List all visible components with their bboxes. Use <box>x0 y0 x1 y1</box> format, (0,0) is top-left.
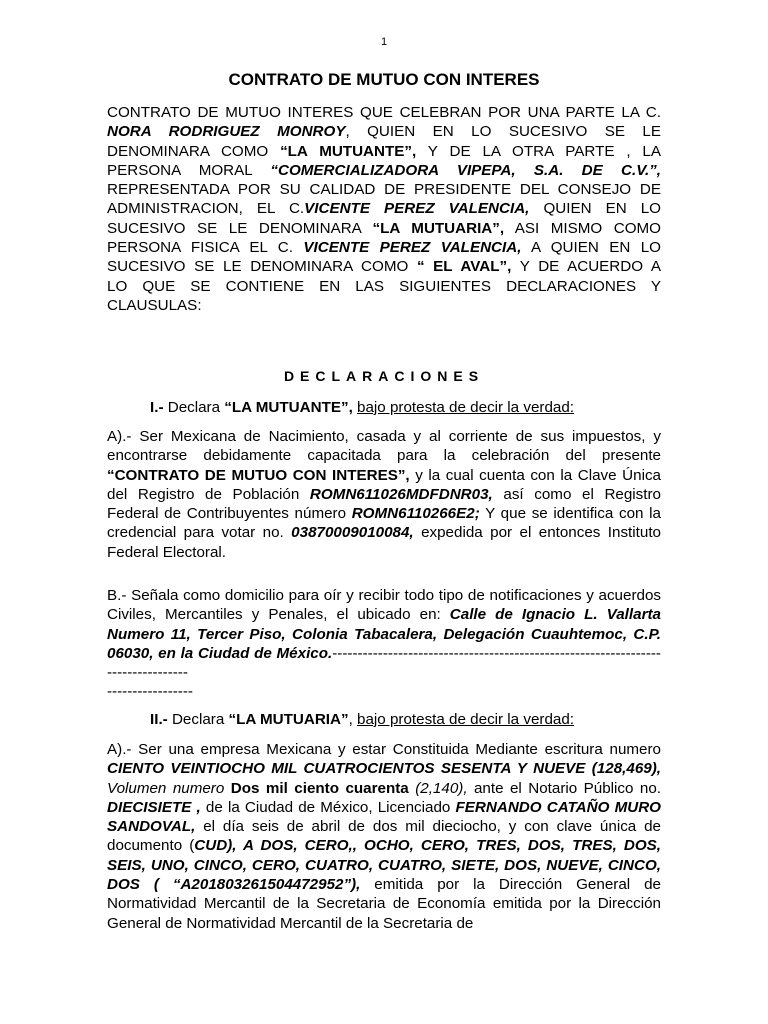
paragraph-text: ante el Notario Público no. <box>467 779 662 797</box>
intro-text: QUIEN EN LO SUCESIVO SE LE DENOMINARA <box>107 200 661 237</box>
paragraph-text: Y que se identifica con la credencial para votar no. <box>107 505 661 542</box>
paragraph-text: de la Ciudad de México, Licenciado <box>200 798 456 816</box>
notario-value: DIECISIETE , <box>107 798 201 816</box>
cud-value: CUD), A DOS, CERO,, OCHO, CERO, TRES, DOS, TRES, DOS, SEIS, UNO, CINCO, CERO, CUATRO, CUATRO, SIETE, DOS, NUEVE, CINCO, DOS ( “A201803261504472952”), <box>107 837 661 894</box>
representative-name: VICENTE PEREZ VALENCIA, <box>304 200 530 218</box>
paragraph-text: B.- Señala como domicilio para oír y recibir todo tipo de notificaciones y acuerdos Civiles, Mercantiles y Penales, el ubicado en: <box>107 587 661 624</box>
document-title: CONTRATO DE MUTUO CON INTERES <box>228 70 540 89</box>
intro-text: Y DE LA OTRA PARTE , LA PERSONA MORAL <box>107 142 661 179</box>
paragraph-text: A).- Ser una empresa Mexicana y estar Constituida Mediante escritura numero <box>107 741 661 758</box>
mutuaria-label: “LA MUTUARIA”, <box>372 219 505 237</box>
ine-value: 03870009010084, <box>291 524 414 542</box>
paragraph-text: y la cual cuenta con la Clave Única del Registro de Población <box>107 466 661 503</box>
paragraph-text: A).- Ser Mexicana de Nacimiento, casada y al corriente de sus impuestos, y encontrarse debidamente capacitada para la celebración del presente <box>107 428 661 465</box>
address-value: Calle de Ignacio L. Vallarta Numero 11, Tercer Piso, Colonia Tabacalera, Delegación Cuauhtemoc, C.P. 06030, en la Ciudad de México. <box>107 606 661 662</box>
paragraph-text: el día seis de abril de dos mil dieciocho, y con clave única de documento ( <box>107 818 661 855</box>
section-2-declara: Declara <box>167 711 229 728</box>
section-1-roman: I.- <box>150 399 164 416</box>
section-2-heading <box>150 710 574 729</box>
aval-name: VICENTE PEREZ VALENCIA, <box>303 239 522 257</box>
intro-text: Y DE ACUERDO A LO QUE SE CONTIENE EN LAS SIGUIENTES DECLARACIONES Y CLAUSULAS: <box>107 258 661 314</box>
section-1-sworn: bajo protesta de decir la verdad: <box>357 399 575 416</box>
intro-paragraph <box>107 103 661 315</box>
dash-fill: --------------------------------------------------------------------------------- <box>107 644 661 682</box>
section-1-declara: Declara <box>163 399 225 416</box>
section-1-paragraph-b <box>107 586 661 702</box>
section-1-party: “LA MUTUANTE”, <box>224 399 353 416</box>
section-1-heading <box>150 398 574 417</box>
licenciado-value: FERNANDO CATAÑO MURO SANDOVAL, <box>107 798 661 836</box>
paragraph-text: emitida por la Dirección General de Normatividad Mercantil de la Secretaria de Economía emitida por la Dirección General de Normatividad Mercantil de la Secretaria de <box>107 876 661 932</box>
volumen-value: Dos mil ciento cuarenta <box>230 779 409 797</box>
intro-text: CONTRATO DE MUTUO INTERES QUE CELEBRAN POR UNA PARTE LA C. <box>107 104 661 121</box>
paragraph-text: expedida por el entonces Instituto Federal Electoral. <box>107 524 661 561</box>
section-2-paragraph-a <box>107 740 661 933</box>
dash-fill: ----------------- <box>107 683 193 701</box>
paragraph-text: así como el Registro Federal de Contribuyentes número <box>107 485 662 523</box>
paragraph-text: Volumen numero <box>107 779 231 797</box>
section-1-paragraph-a <box>107 427 661 562</box>
declarations-heading: DECLARACIONES <box>283 368 485 384</box>
section-2-sworn: bajo protesta de decir la verdad: <box>357 711 575 728</box>
section-2-comma: , <box>348 711 358 728</box>
section-2-roman: II.- <box>150 711 168 728</box>
contract-name: “CONTRATO DE MUTUO CON INTERES”, <box>107 466 410 484</box>
rfc-value: ROMN6110266E2; <box>351 505 480 523</box>
escritura-value: CIENTO VEINTIOCHO MIL CUATROCIENTOS SESENTA Y NUEVE (128,469), <box>107 760 661 778</box>
intro-text: A QUIEN EN LO SUCESIVO SE LE DENOMINARA COMO <box>107 239 661 276</box>
page-number: 1 <box>380 36 388 48</box>
section-2-party: “LA MUTUARIA” <box>228 711 349 728</box>
mutuante-name: NORA RODRIGUEZ MONROY <box>107 123 346 141</box>
mutuante-label: “LA MUTUANTE”, <box>280 142 417 160</box>
company-name: “COMERCIALIZADORA VIPEPA, S.A. DE C.V.”, <box>270 161 661 179</box>
intro-text: ASI MISMO COMO PERSONA FISICA EL C. <box>107 219 661 257</box>
intro-text: , QUIEN EN LO SUCESIVO SE LE DENOMINARA COMO <box>107 123 661 160</box>
intro-text: REPRESENTADA POR SU CALIDAD DE PRESIDENTE DEL CONSEJO DE ADMINISTRACION, EL C. <box>107 181 661 218</box>
volumen-number: (2,140), <box>408 779 468 797</box>
aval-label: “ EL AVAL”, <box>416 258 512 276</box>
curp-value: ROMN611026MDFDNR03, <box>309 485 493 503</box>
